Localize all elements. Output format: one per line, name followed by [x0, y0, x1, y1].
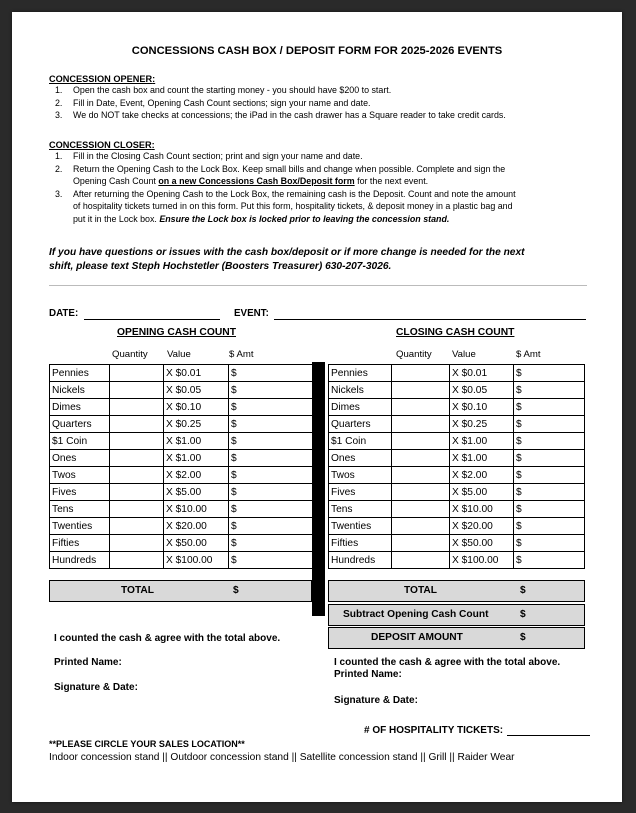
opening-value-cell: X $0.10 — [164, 399, 229, 416]
right-printed-name-label: Printed Name: — [334, 669, 402, 680]
opening-quantity-cell[interactable] — [110, 467, 164, 484]
closing-quantity-cell[interactable] — [392, 416, 450, 433]
opening-value-cell: X $1.00 — [164, 450, 229, 467]
closing-row — [329, 433, 585, 450]
opening-col-amt: $ Amt — [229, 349, 254, 360]
closing-amount-cell[interactable]: $ — [514, 433, 585, 450]
opening-row — [50, 552, 313, 569]
closing-row — [329, 365, 585, 382]
opener-section — [49, 74, 609, 122]
closing-row — [329, 382, 585, 399]
closing-col-value: Value — [452, 349, 476, 360]
opening-total-amount[interactable]: $ — [233, 585, 239, 596]
opener-item-1: 1. Open the cash box and count the starting money - you should have $200 to start. — [55, 85, 392, 95]
closing-amount-cell[interactable]: $ — [514, 399, 585, 416]
opening-denomination-cell: Ones — [50, 450, 110, 467]
closing-value-cell: X $0.10 — [450, 399, 514, 416]
opening-amount-cell[interactable]: $ — [229, 416, 313, 433]
location-options[interactable]: Indoor concession stand || Outdoor concession stand || Satellite concession stand || Grill || Raider Wear — [49, 752, 515, 763]
divider-line — [49, 285, 587, 286]
opening-total-label: TOTAL — [121, 585, 155, 596]
closing-total-row — [328, 580, 585, 602]
opening-denomination-cell: Dimes — [50, 399, 110, 416]
opening-value-cell: X $0.25 — [164, 416, 229, 433]
closing-value-cell: X $5.00 — [450, 484, 514, 501]
opening-cash-table — [49, 364, 313, 569]
closing-denomination-cell: Twenties — [329, 518, 392, 535]
opening-amount-cell[interactable]: $ — [229, 450, 313, 467]
closing-row — [329, 552, 585, 569]
opening-value-cell: X $10.00 — [164, 501, 229, 518]
closing-row — [329, 450, 585, 467]
right-signature-label: Signature & Date: — [334, 695, 418, 706]
closing-amount-cell[interactable]: $ — [514, 484, 585, 501]
opening-quantity-cell[interactable] — [110, 433, 164, 450]
closing-total-label: TOTAL — [404, 585, 438, 596]
closing-value-cell: X $1.00 — [450, 433, 514, 450]
closing-value-cell: X $2.00 — [450, 467, 514, 484]
opening-amount-cell[interactable]: $ — [229, 467, 313, 484]
closing-amount-cell[interactable]: $ — [514, 450, 585, 467]
opening-denomination-cell: Tens — [50, 501, 110, 518]
opening-quantity-cell[interactable] — [110, 382, 164, 399]
opening-amount-cell[interactable]: $ — [229, 382, 313, 399]
left-signature-label: Signature & Date: — [54, 682, 138, 693]
subtract-opening-amount[interactable]: $ — [520, 609, 526, 620]
closing-denomination-cell: Hundreds — [329, 552, 392, 569]
opening-value-cell: X $1.00 — [164, 433, 229, 450]
closing-value-cell: X $10.00 — [450, 501, 514, 518]
opening-quantity-cell[interactable] — [110, 484, 164, 501]
closing-amount-cell[interactable]: $ — [514, 382, 585, 399]
right-agree-statement: I counted the cash & agree with the total above. — [334, 657, 561, 668]
closing-denomination-cell: $1 Coin — [329, 433, 392, 450]
closing-amount-cell[interactable]: $ — [514, 365, 585, 382]
closing-quantity-cell[interactable] — [392, 450, 450, 467]
closing-row — [329, 416, 585, 433]
closing-value-cell: X $50.00 — [450, 535, 514, 552]
opening-denomination-cell: Fives — [50, 484, 110, 501]
closing-quantity-cell[interactable] — [392, 518, 450, 535]
opening-value-cell: X $0.01 — [164, 365, 229, 382]
closing-amount-cell[interactable]: $ — [514, 535, 585, 552]
closing-amount-cell[interactable]: $ — [514, 416, 585, 433]
closing-denomination-cell: Pennies — [329, 365, 392, 382]
opening-row — [50, 501, 313, 518]
opening-row — [50, 399, 313, 416]
closing-amount-cell[interactable]: $ — [514, 518, 585, 535]
closing-quantity-cell[interactable] — [392, 501, 450, 518]
closing-denomination-cell: Dimes — [329, 399, 392, 416]
closing-denomination-cell: Fifties — [329, 535, 392, 552]
closing-denomination-cell: Twos — [329, 467, 392, 484]
opening-amount-cell[interactable]: $ — [229, 518, 313, 535]
closing-quantity-cell[interactable] — [392, 552, 450, 569]
date-label: DATE: — [49, 308, 79, 319]
closing-amount-cell[interactable]: $ — [514, 467, 585, 484]
opening-denomination-cell: Nickels — [50, 382, 110, 399]
closing-value-cell: X $1.00 — [450, 450, 514, 467]
closing-quantity-cell[interactable] — [392, 399, 450, 416]
left-printed-name-label: Printed Name: — [54, 657, 122, 668]
closing-value-cell: X $0.05 — [450, 382, 514, 399]
opening-quantity-cell[interactable] — [110, 501, 164, 518]
opening-value-cell: X $0.05 — [164, 382, 229, 399]
closing-value-cell: X $0.01 — [450, 365, 514, 382]
opening-quantity-cell[interactable] — [110, 399, 164, 416]
closing-denomination-cell: Ones — [329, 450, 392, 467]
opening-quantity-cell[interactable] — [110, 552, 164, 569]
opening-row — [50, 535, 313, 552]
opener-item-2: 2. Fill in Date, Event, Opening Cash Count sections; sign your name and date. — [55, 97, 371, 108]
closing-amount-cell[interactable]: $ — [514, 501, 585, 518]
closing-row — [329, 535, 585, 552]
opening-row — [50, 484, 313, 501]
opening-value-cell: X $20.00 — [164, 518, 229, 535]
closing-quantity-cell[interactable] — [392, 484, 450, 501]
closing-row — [329, 501, 585, 518]
closing-col-amt: $ Amt — [516, 349, 541, 360]
closing-row — [329, 518, 585, 535]
opening-amount-cell[interactable]: $ — [229, 535, 313, 552]
opening-denomination-cell: Twos — [50, 467, 110, 484]
opening-amount-cell[interactable]: $ — [229, 433, 313, 450]
subtract-opening-label: Subtract Opening Cash Count — [343, 609, 489, 620]
opening-quantity-cell[interactable] — [110, 416, 164, 433]
opening-value-cell: X $50.00 — [164, 535, 229, 552]
closing-row — [329, 484, 585, 501]
closing-quantity-cell[interactable] — [392, 433, 450, 450]
closer-item-2: 2. Return the Opening Cash to the Lock Box. Keep small bills and change when possible. Complete and sign the Opening Cash Count on a new Concessions Cash Box/Deposit form for the next event. — [55, 163, 506, 187]
opener-heading: CONCESSION OPENER: — [49, 74, 156, 84]
closing-denomination-cell: Tens — [329, 501, 392, 518]
treasurer-notice: If you have questions or issues with the cash box/deposit or if more change is needed for the next shift, please text Steph Hochstetler (Boosters Treasurer) 630-207-3026. — [49, 247, 525, 272]
hospitality-tickets-label: # OF HOSPITALITY TICKETS: — [364, 725, 504, 736]
location-heading: **PLEASE CIRCLE YOUR SALES LOCATION** — [49, 739, 245, 749]
opening-col-quantity: Quantity — [112, 349, 148, 360]
closing-cash-table — [328, 364, 585, 569]
closing-quantity-cell[interactable] — [392, 535, 450, 552]
form-page — [12, 12, 622, 802]
opening-denomination-cell: Quarters — [50, 416, 110, 433]
closing-value-cell: X $0.25 — [450, 416, 514, 433]
opening-value-cell: X $5.00 — [164, 484, 229, 501]
closer-item-3: 3. After returning the Opening Cash to the Lock Box, the remaining cash is the Deposit. Count and note the amount of hospitality tickets turned in on this form. Put this form, hospitality tickets, & deposit money in a plastic bag and put it in the Lock box. Ensure the Lock box is locked prior to leaving the concession stand. — [55, 188, 516, 224]
closing-value-cell: X $100.00 — [450, 552, 514, 569]
opening-amount-cell[interactable]: $ — [229, 552, 313, 569]
date-field[interactable] — [84, 319, 220, 320]
closing-amount-cell[interactable]: $ — [514, 552, 585, 569]
opening-amount-cell[interactable]: $ — [229, 484, 313, 501]
opening-amount-cell[interactable]: $ — [229, 501, 313, 518]
opening-col-value: Value — [167, 349, 191, 360]
opener-item-3: 3. We do NOT take checks at concessions; the iPad in the cash drawer has a Square reader to take credit cards. — [55, 110, 506, 121]
opening-quantity-cell[interactable] — [110, 450, 164, 467]
opening-value-cell: X $2.00 — [164, 467, 229, 484]
closing-col-quantity: Quantity — [396, 349, 432, 360]
opening-row — [50, 450, 313, 467]
closer-item-1: 1. Fill in the Closing Cash Count section; print and sign your name and date. — [55, 151, 363, 161]
event-field[interactable] — [274, 319, 586, 320]
event-label: EVENT: — [234, 308, 269, 319]
opening-amount-cell[interactable]: $ — [229, 399, 313, 416]
closing-value-cell: X $20.00 — [450, 518, 514, 535]
column-divider — [312, 362, 325, 616]
closing-quantity-cell[interactable] — [392, 382, 450, 399]
opening-denomination-cell: Twenties — [50, 518, 110, 535]
closing-row — [329, 467, 585, 484]
opening-quantity-cell[interactable] — [110, 365, 164, 382]
opening-quantity-cell[interactable] — [110, 518, 164, 535]
opening-total-row — [49, 580, 312, 602]
closing-row — [329, 399, 585, 416]
closer-heading: CONCESSION CLOSER: — [49, 140, 155, 150]
opening-row — [50, 433, 313, 450]
closing-denomination-cell: Quarters — [329, 416, 392, 433]
closing-count-heading: CLOSING CASH COUNT — [396, 327, 515, 338]
closing-denomination-cell: Nickels — [329, 382, 392, 399]
closing-quantity-cell[interactable] — [392, 467, 450, 484]
hospitality-tickets-field[interactable] — [507, 735, 590, 736]
opening-row — [50, 416, 313, 433]
form-title: CONCESSIONS CASH BOX / DEPOSIT FORM FOR 2025-2026 EVENTS — [131, 45, 503, 57]
closing-denomination-cell: Fives — [329, 484, 392, 501]
closing-total-amount[interactable]: $ — [520, 585, 526, 596]
opening-count-heading: OPENING CASH COUNT — [117, 327, 236, 338]
opening-row — [50, 518, 313, 535]
closer-section — [49, 140, 609, 226]
opening-row — [50, 467, 313, 484]
opening-row — [50, 382, 313, 399]
opening-denomination-cell: Fifties — [50, 535, 110, 552]
new-form-link: on a new Concessions Cash Box/Deposit form — [158, 176, 355, 187]
opening-denomination-cell: Pennies — [50, 365, 110, 382]
left-agree-statement: I counted the cash & agree with the total above. — [54, 633, 281, 644]
opening-row — [50, 365, 313, 382]
opening-value-cell: X $100.00 — [164, 552, 229, 569]
deposit-amount-value[interactable]: $ — [520, 632, 526, 643]
opening-quantity-cell[interactable] — [110, 535, 164, 552]
opening-amount-cell[interactable]: $ — [229, 365, 313, 382]
deposit-amount-row — [328, 627, 585, 649]
subtract-opening-row — [328, 604, 585, 626]
deposit-amount-label: DEPOSIT AMOUNT — [371, 632, 463, 643]
closing-quantity-cell[interactable] — [392, 365, 450, 382]
opening-denomination-cell: Hundreds — [50, 552, 110, 569]
opening-denomination-cell: $1 Coin — [50, 433, 110, 450]
